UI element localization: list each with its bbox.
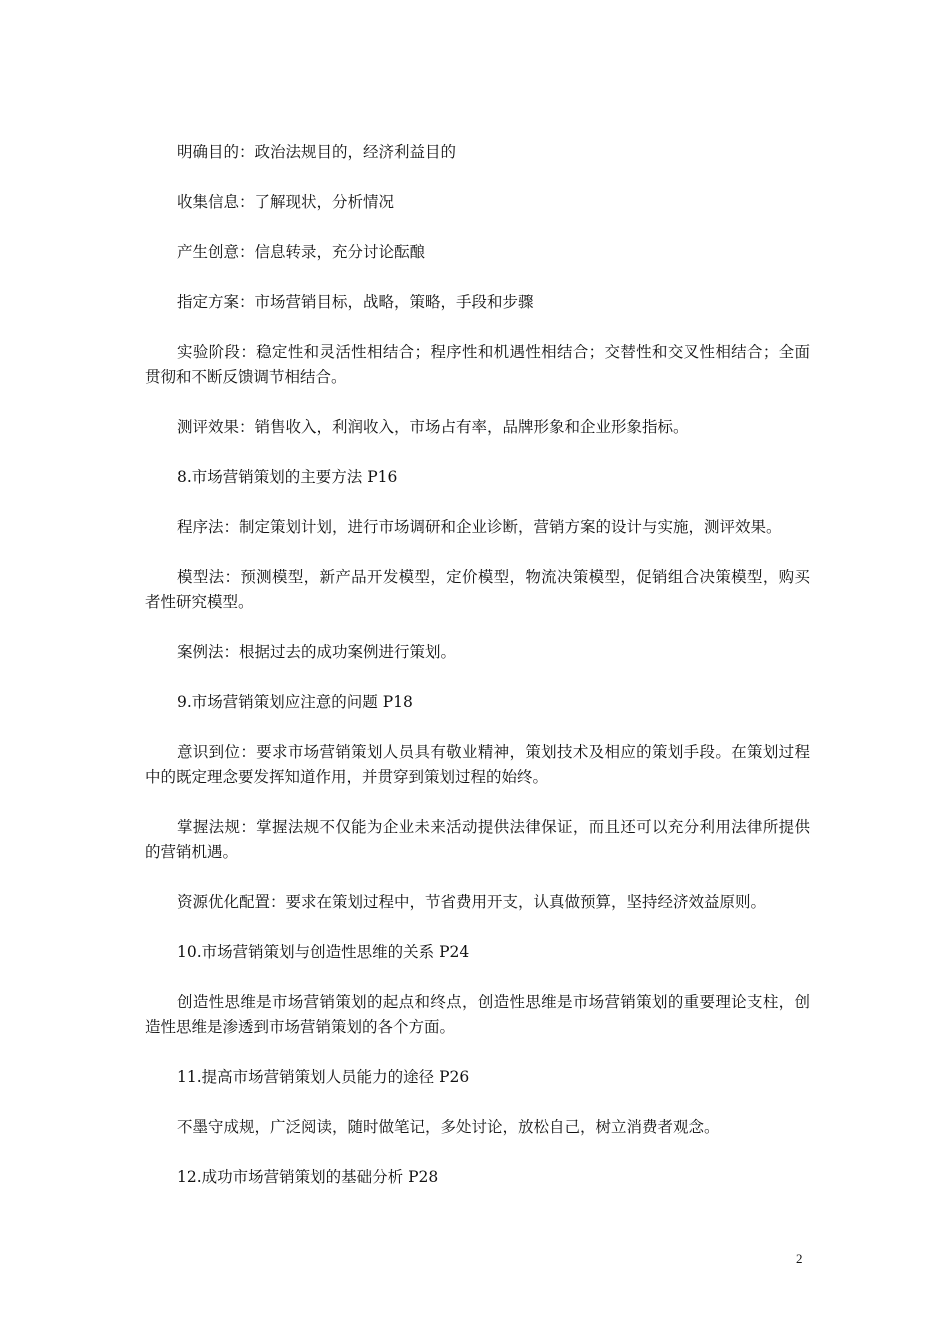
- paragraph-creative-thinking: 创造性思维是市场营销策划的起点和终点，创造性思维是市场营销策划的重要理论支柱，创造性思维是渗透到市场营销策划的各个方面。: [145, 993, 810, 1036]
- page-number: 2: [796, 1251, 803, 1266]
- paragraph-collect-info: 收集信息：了解现状，分析情况: [177, 193, 395, 211]
- section-heading-10: 10.市场营销策划与创造性思维的关系 P24: [177, 943, 470, 961]
- paragraph-idea: 产生创意：信息转录，充分讨论酝酿: [177, 243, 426, 261]
- paragraph-experiment: 实验阶段：稳定性和灵活性相结合；程序性和机遇性相结合；交替性和交叉性相结合；全面贯彻和不断反馈调节相结合。: [145, 343, 810, 386]
- paragraph-case-method: 案例法：根据过去的成功案例进行策划。: [177, 643, 457, 661]
- paragraph-evaluate: 测评效果：销售收入，利润收入，市场占有率，品牌形象和企业形象指标。: [177, 418, 689, 436]
- section-heading-12: 12.成功市场营销策划的基础分析 P28: [177, 1168, 439, 1186]
- paragraph-goal: 明确目的：政治法规目的，经济利益目的: [177, 143, 457, 161]
- section-heading-8: 8.市场营销策划的主要方法 P16: [177, 468, 398, 486]
- paragraph-resource-allocation: 资源优化配置：要求在策划过程中，节省费用开支，认真做预算，坚持经济效益原则。: [177, 893, 767, 911]
- paragraph-regulations: 掌握法规：掌握法规不仅能为企业未来活动提供法律保证，而且还可以充分利用法律所提供的营销机遇。: [145, 818, 810, 861]
- section-heading-11: 11.提高市场营销策划人员能力的途径 P26: [177, 1068, 470, 1086]
- paragraph-model-method: 模型法：预测模型，新产品开发模型，定价模型，物流决策模型，促销组合决策模型，购买者性研究模型。: [145, 568, 810, 611]
- section-heading-9: 9.市场营销策划应注意的问题 P18: [177, 693, 413, 711]
- paragraph-improve-ability: 不墨守成规，广泛阅读，随时做笔记，多处讨论，放松自己，树立消费者观念。: [177, 1118, 720, 1136]
- paragraph-awareness: 意识到位：要求市场营销策划人员具有敬业精神，策划技术及相应的策划手段。在策划过程中的既定理念要发挥知道作用，并贯穿到策划过程的始终。: [145, 743, 810, 786]
- paragraph-procedure-method: 程序法：制定策划计划，进行市场调研和企业诊断，营销方案的设计与实施，测评效果。: [177, 518, 782, 536]
- paragraph-plan: 指定方案：市场营销目标，战略，策略，手段和步骤: [177, 293, 534, 311]
